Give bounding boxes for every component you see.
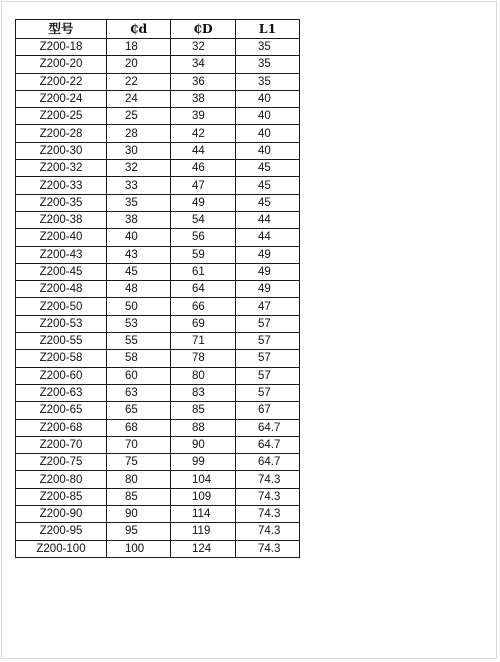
cell-model: Z200-50 [16,298,107,315]
table-row [16,246,300,263]
cell-inner-diameter: 70 [107,436,171,453]
table-row [16,263,300,280]
cell-inner-diameter: 38 [107,211,171,228]
cell-length: 40 [236,142,300,159]
table-row [16,125,300,142]
cell-length: 35 [236,39,300,56]
cell-inner-diameter: 24 [107,90,171,107]
cell-inner-diameter: 85 [107,488,171,505]
cell-length: 64.7 [236,419,300,436]
cell-model: Z200-20 [16,56,107,73]
table-row [16,108,300,125]
cell-inner-diameter: 68 [107,419,171,436]
table-row [16,90,300,107]
cell-outer-diameter: 88 [171,419,236,436]
cell-outer-diameter: 39 [171,108,236,125]
cell-length: 35 [236,73,300,90]
cell-outer-diameter: 47 [171,177,236,194]
cell-model: Z200-22 [16,73,107,90]
table-row [16,436,300,453]
cell-outer-diameter: 85 [171,402,236,419]
cell-inner-diameter: 32 [107,160,171,177]
cell-outer-diameter: 78 [171,350,236,367]
cell-inner-diameter: 63 [107,384,171,401]
cell-outer-diameter: 80 [171,367,236,384]
table-row [16,229,300,246]
cell-inner-diameter: 25 [107,108,171,125]
cell-length: 57 [236,350,300,367]
cell-length: 74.3 [236,540,300,557]
cell-inner-diameter: 40 [107,229,171,246]
cell-outer-diameter: 34 [171,56,236,73]
table-row [16,523,300,540]
spec-table [15,19,300,558]
cell-inner-diameter: 33 [107,177,171,194]
cell-inner-diameter: 43 [107,246,171,263]
cell-length: 44 [236,229,300,246]
cell-model: Z200-35 [16,194,107,211]
cell-length: 47 [236,298,300,315]
cell-outer-diameter: 42 [171,125,236,142]
cell-inner-diameter: 55 [107,333,171,350]
cell-length: 40 [236,90,300,107]
cell-outer-diameter: 119 [171,523,236,540]
table-row [16,384,300,401]
cell-model: Z200-75 [16,454,107,471]
cell-inner-diameter: 65 [107,402,171,419]
cell-outer-diameter: 69 [171,315,236,332]
table-row [16,419,300,436]
cell-model: Z200-60 [16,367,107,384]
cell-length: 74.3 [236,506,300,523]
cell-inner-diameter: 48 [107,281,171,298]
table-row [16,506,300,523]
cell-model: Z200-32 [16,160,107,177]
cell-length: 40 [236,108,300,125]
cell-inner-diameter: 80 [107,471,171,488]
cell-inner-diameter: 35 [107,194,171,211]
table-row [16,488,300,505]
table-row [16,56,300,73]
cell-length: 74.3 [236,523,300,540]
cell-model: Z200-53 [16,315,107,332]
cell-inner-diameter: 20 [107,56,171,73]
cell-outer-diameter: 109 [171,488,236,505]
table-row [16,367,300,384]
cell-outer-diameter: 114 [171,506,236,523]
cell-length: 67 [236,402,300,419]
cell-outer-diameter: 99 [171,454,236,471]
cell-model: Z200-28 [16,125,107,142]
cell-model: Z200-24 [16,90,107,107]
cell-length: 57 [236,333,300,350]
cell-inner-diameter: 18 [107,39,171,56]
cell-length: 40 [236,125,300,142]
cell-inner-diameter: 30 [107,142,171,159]
cell-model: Z200-33 [16,177,107,194]
table-row [16,142,300,159]
cell-model: Z200-100 [16,540,107,557]
cell-length: 64.7 [236,454,300,471]
cell-model: Z200-80 [16,471,107,488]
header-model: 型号 [16,20,107,39]
cell-outer-diameter: 71 [171,333,236,350]
cell-outer-diameter: 64 [171,281,236,298]
cell-model: Z200-40 [16,229,107,246]
cell-outer-diameter: 49 [171,194,236,211]
table-row [16,454,300,471]
cell-outer-diameter: 54 [171,211,236,228]
cell-length: 57 [236,315,300,332]
cell-length: 49 [236,246,300,263]
header-row [16,20,300,39]
table-row [16,315,300,332]
cell-outer-diameter: 56 [171,229,236,246]
table-row [16,350,300,367]
table-row [16,160,300,177]
cell-outer-diameter: 66 [171,298,236,315]
cell-model: Z200-70 [16,436,107,453]
cell-outer-diameter: 36 [171,73,236,90]
header-length: L1 [236,20,300,39]
table-row [16,73,300,90]
cell-length: 57 [236,367,300,384]
table-row [16,471,300,488]
cell-model: Z200-55 [16,333,107,350]
table-row [16,194,300,211]
cell-outer-diameter: 38 [171,90,236,107]
cell-outer-diameter: 124 [171,540,236,557]
cell-outer-diameter: 59 [171,246,236,263]
cell-length: 49 [236,263,300,280]
cell-length: 35 [236,56,300,73]
cell-inner-diameter: 100 [107,540,171,557]
cell-outer-diameter: 90 [171,436,236,453]
table-row [16,39,300,56]
cell-model: Z200-25 [16,108,107,125]
cell-outer-diameter: 61 [171,263,236,280]
table-row [16,281,300,298]
cell-outer-diameter: 32 [171,39,236,56]
cell-outer-diameter: 104 [171,471,236,488]
cell-length: 64.7 [236,436,300,453]
cell-length: 57 [236,384,300,401]
cell-outer-diameter: 46 [171,160,236,177]
cell-inner-diameter: 45 [107,263,171,280]
header-inner-diameter: ₵d [107,20,171,39]
cell-length: 45 [236,160,300,177]
cell-inner-diameter: 60 [107,367,171,384]
cell-model: Z200-18 [16,39,107,56]
cell-length: 49 [236,281,300,298]
table-row [16,540,300,557]
cell-inner-diameter: 95 [107,523,171,540]
cell-model: Z200-68 [16,419,107,436]
cell-model: Z200-63 [16,384,107,401]
cell-length: 45 [236,194,300,211]
cell-outer-diameter: 83 [171,384,236,401]
cell-model: Z200-90 [16,506,107,523]
cell-inner-diameter: 50 [107,298,171,315]
table-body [16,39,300,558]
cell-length: 74.3 [236,471,300,488]
cell-inner-diameter: 75 [107,454,171,471]
cell-outer-diameter: 44 [171,142,236,159]
cell-model: Z200-30 [16,142,107,159]
cell-model: Z200-58 [16,350,107,367]
cell-model: Z200-43 [16,246,107,263]
cell-model: Z200-95 [16,523,107,540]
cell-inner-diameter: 58 [107,350,171,367]
table-row [16,333,300,350]
cell-inner-diameter: 53 [107,315,171,332]
cell-model: Z200-65 [16,402,107,419]
cell-model: Z200-45 [16,263,107,280]
table-row [16,177,300,194]
cell-length: 45 [236,177,300,194]
header-outer-diameter: ₵D [171,20,236,39]
cell-inner-diameter: 22 [107,73,171,90]
table-row [16,402,300,419]
cell-length: 74.3 [236,488,300,505]
cell-length: 44 [236,211,300,228]
cell-inner-diameter: 28 [107,125,171,142]
table-row [16,298,300,315]
cell-inner-diameter: 90 [107,506,171,523]
table-row [16,211,300,228]
cell-model: Z200-38 [16,211,107,228]
cell-model: Z200-48 [16,281,107,298]
cell-model: Z200-85 [16,488,107,505]
table-header [16,20,300,39]
